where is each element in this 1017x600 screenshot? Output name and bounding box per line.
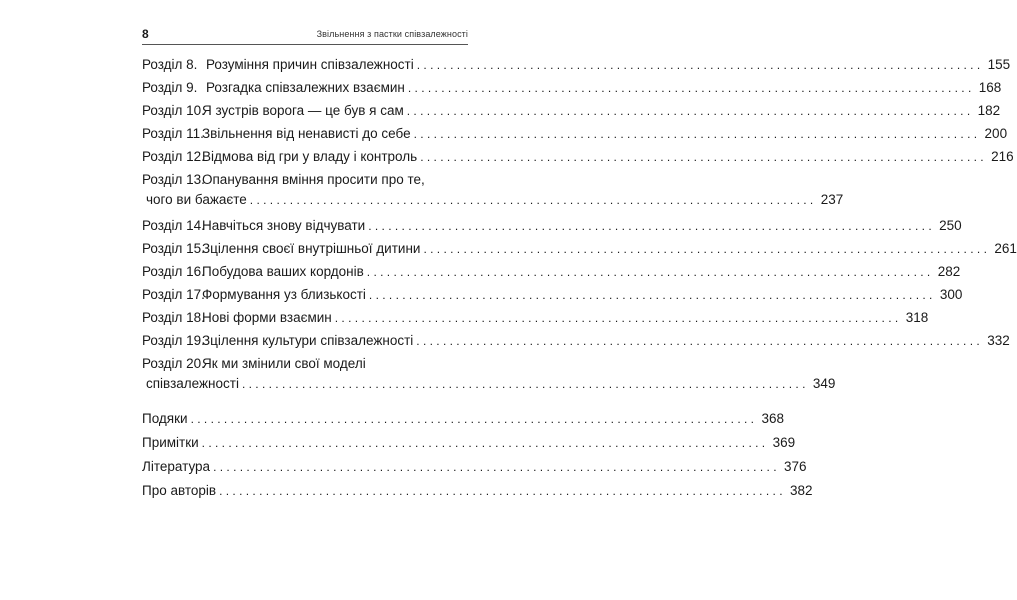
back-matter-page: 368: [761, 411, 785, 426]
toc-entry-chapter-19: [142, 330, 1010, 353]
chapter-label: Розділ 19.: [142, 333, 205, 348]
chapter-label: Розділ 17.: [142, 287, 205, 302]
chapter-title: Опанування вміння просити про те,: [202, 172, 425, 187]
chapter-title: Розгадка співзалежних взаємин: [206, 80, 405, 95]
toc-entry-chapter-14: [142, 215, 962, 238]
chapter-title-continuation: співзалежності: [146, 376, 239, 391]
toc-entry-chapter-13: [142, 169, 844, 215]
toc-entry-literature: [142, 456, 807, 480]
dot-leader: [414, 125, 977, 143]
dot-leader: [407, 102, 970, 120]
dot-leader: [367, 263, 930, 281]
chapter-title: Зцілення культури співзалежності: [202, 333, 414, 348]
chapter-page: 182: [977, 103, 1001, 118]
back-matter-page: 376: [784, 459, 807, 474]
chapter-page: 168: [978, 80, 1002, 95]
dot-leader: [420, 148, 983, 166]
chapter-title: Звільнення від ненависті до себе: [202, 126, 411, 141]
toc-entry-chapter-18: [142, 307, 929, 330]
chapter-title: Розуміння причин співзалежності: [206, 57, 414, 72]
chapter-title: Формування уз близькості: [202, 287, 366, 302]
back-matter-title: Про авторів: [142, 483, 217, 498]
toc-entry-chapter-12: [142, 146, 1014, 169]
chapter-label: Розділ 20.: [142, 356, 205, 371]
chapter-label: Розділ 18.: [142, 310, 205, 325]
toc-entry-chapter-10: [142, 100, 1001, 123]
chapter-page: 155: [987, 57, 1011, 72]
toc-entry-chapter-11: [142, 123, 1008, 146]
chapter-page: 332: [987, 333, 1010, 348]
toc-entry-about-authors: [142, 480, 813, 504]
chapter-label: Розділ 8.: [142, 57, 198, 72]
chapter-title: Як ми змінили свої моделі: [202, 356, 366, 371]
toc-entry-acknowledgements: [142, 408, 785, 432]
chapter-title: Зцілення своєї внутрішньої дитини: [202, 241, 421, 256]
chapter-label: Розділ 11.: [142, 126, 204, 141]
chapter-page: 261: [994, 241, 1017, 256]
dot-leader: [368, 217, 931, 235]
chapter-page: 200: [984, 126, 1008, 141]
dot-leader: [213, 458, 776, 476]
chapter-label: Розділ 10.: [142, 103, 205, 118]
chapter-label: Розділ 16.: [142, 264, 205, 279]
back-matter-list: [142, 408, 813, 504]
toc-entry-chapter-17: [142, 284, 963, 307]
toc-entry-chapter-20: [142, 353, 836, 399]
chapter-page: 349: [812, 376, 836, 391]
back-matter-title: Література: [142, 459, 211, 474]
dot-leader: [423, 240, 986, 258]
chapter-page: 318: [905, 310, 929, 325]
dot-leader: [250, 191, 813, 209]
dot-leader: [408, 79, 971, 97]
chapter-label: Розділ 15.: [142, 241, 205, 256]
dot-leader: [191, 410, 754, 428]
chapter-title: Навчіться знову відчувати: [202, 218, 366, 233]
toc-entry-chapter-9: [142, 77, 1002, 100]
dot-leader: [219, 482, 782, 500]
dot-leader: [417, 56, 980, 74]
chapter-page: 282: [937, 264, 961, 279]
toc-entry-chapter-8: [142, 54, 1011, 77]
chapter-page: 216: [991, 149, 1014, 164]
page-number: 8: [142, 27, 149, 41]
dot-leader: [242, 375, 805, 393]
running-title: Звільнення з пастки співзалежності: [316, 29, 468, 39]
chapter-label: Розділ 14.: [142, 218, 205, 233]
back-matter-page: 369: [772, 435, 796, 450]
chapter-label: Розділ 9.: [142, 80, 198, 95]
page-header: [142, 26, 468, 45]
chapter-label: Розділ 13.: [142, 172, 205, 187]
chapter-title: Побудова ваших кордонів: [202, 264, 364, 279]
dot-leader: [335, 309, 898, 327]
table-of-contents: [142, 54, 1017, 399]
chapter-page: 300: [939, 287, 963, 302]
chapter-title: Відмова від гри у владу і контроль: [202, 149, 418, 164]
chapter-title: Я зустрів ворога — це був я сам: [202, 103, 404, 118]
back-matter-title: Примітки: [142, 435, 199, 450]
dot-leader: [369, 286, 932, 304]
chapter-title-continuation: чого ви бажаєте: [146, 192, 247, 207]
chapter-page: 237: [820, 192, 844, 207]
dot-leader: [202, 434, 765, 452]
back-matter-title: Подяки: [142, 411, 188, 426]
chapter-title: Нові форми взаємин: [202, 310, 332, 325]
toc-entry-chapter-15: [142, 238, 1017, 261]
chapter-page: 250: [939, 218, 962, 233]
back-matter-page: 382: [790, 483, 813, 498]
toc-entry-chapter-16: [142, 261, 961, 284]
chapter-label: Розділ 12.: [142, 149, 205, 164]
toc-entry-notes: [142, 432, 796, 456]
dot-leader: [416, 332, 979, 350]
